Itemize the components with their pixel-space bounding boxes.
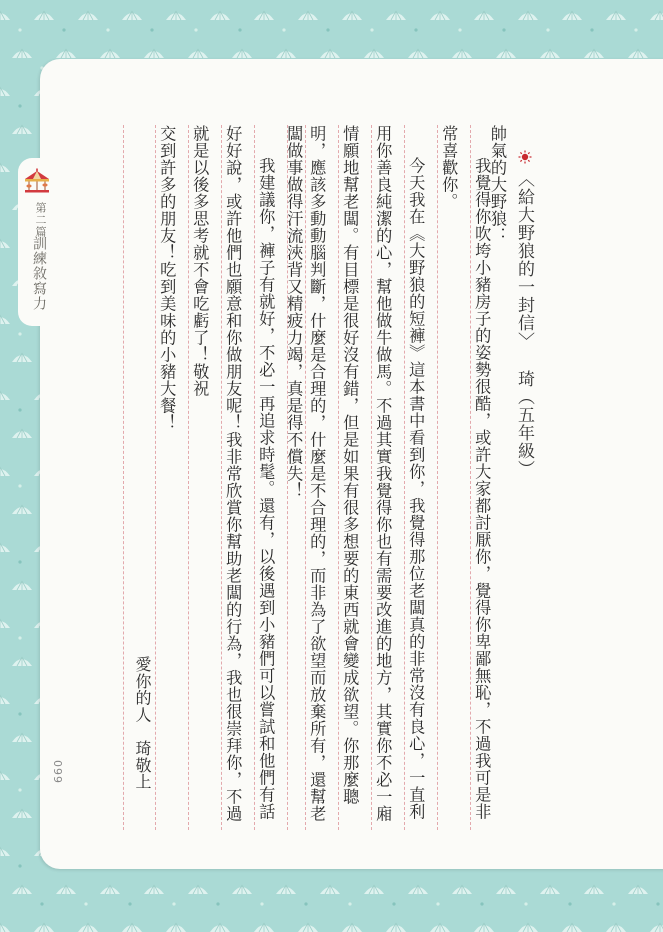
pattern-dome: [100, 49, 120, 58]
pattern-dome: [0, 163, 10, 172]
pattern-dome: [386, 11, 406, 20]
pattern-dome: [364, 49, 384, 58]
pattern-dome: [0, 543, 10, 552]
pattern-dome: [122, 11, 142, 20]
pattern-dot: [106, 28, 109, 31]
pattern-dome: [100, 885, 120, 894]
body-line: 我建議你，褲子有就好，不必一再追求時髦。還有，以後遇到小豬們可以嘗試和他們有話: [256, 157, 276, 820]
pattern-dome: [34, 11, 54, 20]
pattern-dome: [254, 923, 274, 932]
body-line: 常喜歡你。: [439, 125, 459, 210]
pattern-dome: [320, 885, 340, 894]
pattern-dot: [524, 902, 527, 905]
pattern-dome: [12, 353, 32, 362]
pattern-dot: [18, 484, 21, 487]
pattern-dome: [650, 11, 663, 20]
pattern-dome: [496, 885, 516, 894]
pattern-dome: [12, 809, 32, 818]
pattern-dome: [452, 885, 472, 894]
pattern-dome: [540, 885, 560, 894]
pattern-dot: [128, 902, 131, 905]
body-line: 用你善良純潔的心，幫他做牛做馬。不過其實我覺得你也有需要改進的地方，其實你不必一廂: [373, 125, 393, 822]
pattern-dome: [210, 923, 230, 932]
pattern-dot: [40, 902, 43, 905]
pattern-dot: [18, 560, 21, 563]
chapter-number: 第二篇: [34, 202, 47, 238]
body-line: 情願地幫老闆。有目標是很好沒有錯，但是如果有很多想要的東西就會變成欲望。你那麼聰: [340, 125, 360, 805]
pattern-dot: [590, 28, 593, 31]
pattern-dome: [0, 847, 10, 856]
pattern-dot: [18, 28, 21, 31]
pattern-dot: [18, 864, 21, 867]
pattern-dot: [458, 28, 461, 31]
pattern-dome: [0, 391, 10, 400]
pattern-dot: [260, 902, 263, 905]
pattern-dome: [210, 11, 230, 20]
pattern-dome: [606, 11, 626, 20]
pattern-dome: [188, 49, 208, 58]
rule-line: [470, 125, 471, 830]
sun-icon: [518, 150, 532, 164]
pattern-dome: [430, 11, 450, 20]
pattern-dot: [18, 408, 21, 411]
pattern-dome: [408, 49, 428, 58]
pattern-dome: [56, 885, 76, 894]
pattern-dome: [298, 923, 318, 932]
pattern-dome: [12, 885, 32, 894]
pattern-dome: [364, 885, 384, 894]
pattern-dome: [276, 885, 296, 894]
pattern-dot: [370, 28, 373, 31]
pattern-dot: [436, 902, 439, 905]
pattern-dome: [0, 315, 10, 324]
pattern-dome: [12, 733, 32, 742]
pattern-dot: [216, 902, 219, 905]
pattern-dome: [518, 11, 538, 20]
pattern-dot: [546, 28, 549, 31]
letter-header: [512, 150, 537, 478]
pattern-dome: [166, 923, 186, 932]
pattern-dot: [568, 902, 571, 905]
pattern-dot: [18, 636, 21, 639]
pattern-dome: [188, 885, 208, 894]
pattern-dot: [194, 28, 197, 31]
body-line: 交到許多的朋友！吃到美味的小豬大餐！: [157, 125, 177, 431]
rule-line: [305, 125, 306, 830]
pattern-dome: [584, 49, 604, 58]
pattern-dome: [0, 771, 10, 780]
pattern-dome: [12, 429, 32, 438]
pattern-dome: [144, 49, 164, 58]
rule-line: [155, 125, 156, 830]
letter-title: 〈給大野狼的一封信〉: [514, 170, 534, 350]
pattern-dome: [232, 885, 252, 894]
pattern-dome: [276, 49, 296, 58]
pattern-dome: [474, 923, 494, 932]
body-line: 就是以後多思考就不會吃虧了！敬祝: [190, 125, 210, 397]
pattern-dome: [0, 923, 10, 932]
carousel-icon: [22, 168, 52, 194]
pattern-dome: [430, 923, 450, 932]
pattern-dome: [122, 923, 142, 932]
pattern-dome: [584, 885, 604, 894]
closing-signature: 琦敬上: [133, 740, 152, 791]
pattern-dome: [606, 923, 626, 932]
pattern-dome: [12, 505, 32, 514]
pattern-dot: [414, 28, 417, 31]
pattern-dot: [18, 712, 21, 715]
pattern-dot: [62, 28, 65, 31]
pattern-dome: [386, 923, 406, 932]
pattern-dot: [392, 902, 395, 905]
chapter-tab: [18, 158, 60, 326]
pattern-dome: [0, 619, 10, 628]
pattern-dome: [0, 11, 10, 20]
pattern-dot: [304, 902, 307, 905]
pattern-dot: [18, 104, 21, 107]
chapter-title: 訓練敘寫力: [31, 236, 47, 311]
rule-line: [188, 125, 189, 830]
pattern-dot: [18, 332, 21, 335]
pattern-dome: [254, 11, 274, 20]
pattern-dome: [628, 49, 648, 58]
pattern-dome: [408, 885, 428, 894]
pattern-dome: [12, 581, 32, 590]
page-number: 099: [51, 760, 64, 784]
pattern-dome: [12, 657, 32, 666]
pattern-dot: [282, 28, 285, 31]
pattern-dome: [518, 923, 538, 932]
letter-greeting: 帥氣的大野狼：: [488, 125, 507, 244]
pattern-dome: [144, 885, 164, 894]
rule-line: [221, 125, 222, 830]
pattern-dome: [452, 49, 472, 58]
pattern-dome: [0, 695, 10, 704]
pattern-dot: [150, 28, 153, 31]
letter-author: 琦（五年級）: [514, 370, 534, 478]
rule-line: [371, 125, 372, 830]
pattern-dome: [12, 125, 32, 134]
pattern-dot: [84, 902, 87, 905]
rule-line: [254, 125, 255, 830]
rule-line: [123, 125, 124, 830]
body-line: 我覺得你吹垮小豬房子的姿勢很酷，或許大家都討厭你，覺得你卑鄙無恥，不過我可是非: [472, 157, 492, 820]
pattern-dome: [342, 923, 362, 932]
pattern-dome: [540, 49, 560, 58]
pattern-dome: [12, 49, 32, 58]
pattern-dome: [562, 923, 582, 932]
pattern-dot: [326, 28, 329, 31]
pattern-dome: [34, 923, 54, 932]
pattern-dome: [0, 239, 10, 248]
pattern-dome: [474, 11, 494, 20]
pattern-dot: [18, 788, 21, 791]
pattern-dome: [342, 11, 362, 20]
pattern-dome: [78, 11, 98, 20]
closing-love: 愛你的人: [133, 656, 152, 724]
pattern-dome: [0, 467, 10, 476]
pattern-dome: [628, 885, 648, 894]
pattern-dome: [232, 49, 252, 58]
body-line: 好好說，或許他們也願意和你做朋友呢！我非常欣賞你幫助老闆的行為，我也很崇拜你，不過: [223, 125, 243, 822]
body-line: 明，應該多動動腦判斷，什麼是合理的，什麼是不合理的，而非為了欲望而放棄所有，還幫老: [307, 125, 327, 822]
body-line: 闆做事做得汗流浹背又精疲力竭，真是得不償失！: [284, 125, 304, 499]
pattern-dome: [320, 49, 340, 58]
pattern-dome: [650, 923, 663, 932]
pattern-dot: [656, 902, 659, 905]
body-line: 今天我在《大野狼的短褲》這本書中看到你，我覺得那位老闆真的非常沒有良心，一直利: [406, 157, 426, 820]
pattern-dot: [612, 902, 615, 905]
pattern-dot: [348, 902, 351, 905]
pattern-dome: [496, 49, 516, 58]
pattern-dot: [238, 28, 241, 31]
pattern-dome: [562, 11, 582, 20]
pattern-dot: [634, 28, 637, 31]
pattern-dome: [78, 923, 98, 932]
rule-line: [404, 125, 405, 830]
pattern-dot: [502, 28, 505, 31]
pattern-dot: [172, 902, 175, 905]
rule-line: [338, 125, 339, 830]
pattern-dome: [0, 87, 10, 96]
pattern-dome: [298, 11, 318, 20]
pattern-dome: [56, 49, 76, 58]
pattern-dot: [480, 902, 483, 905]
rule-line: [437, 125, 438, 830]
pattern-dome: [166, 11, 186, 20]
